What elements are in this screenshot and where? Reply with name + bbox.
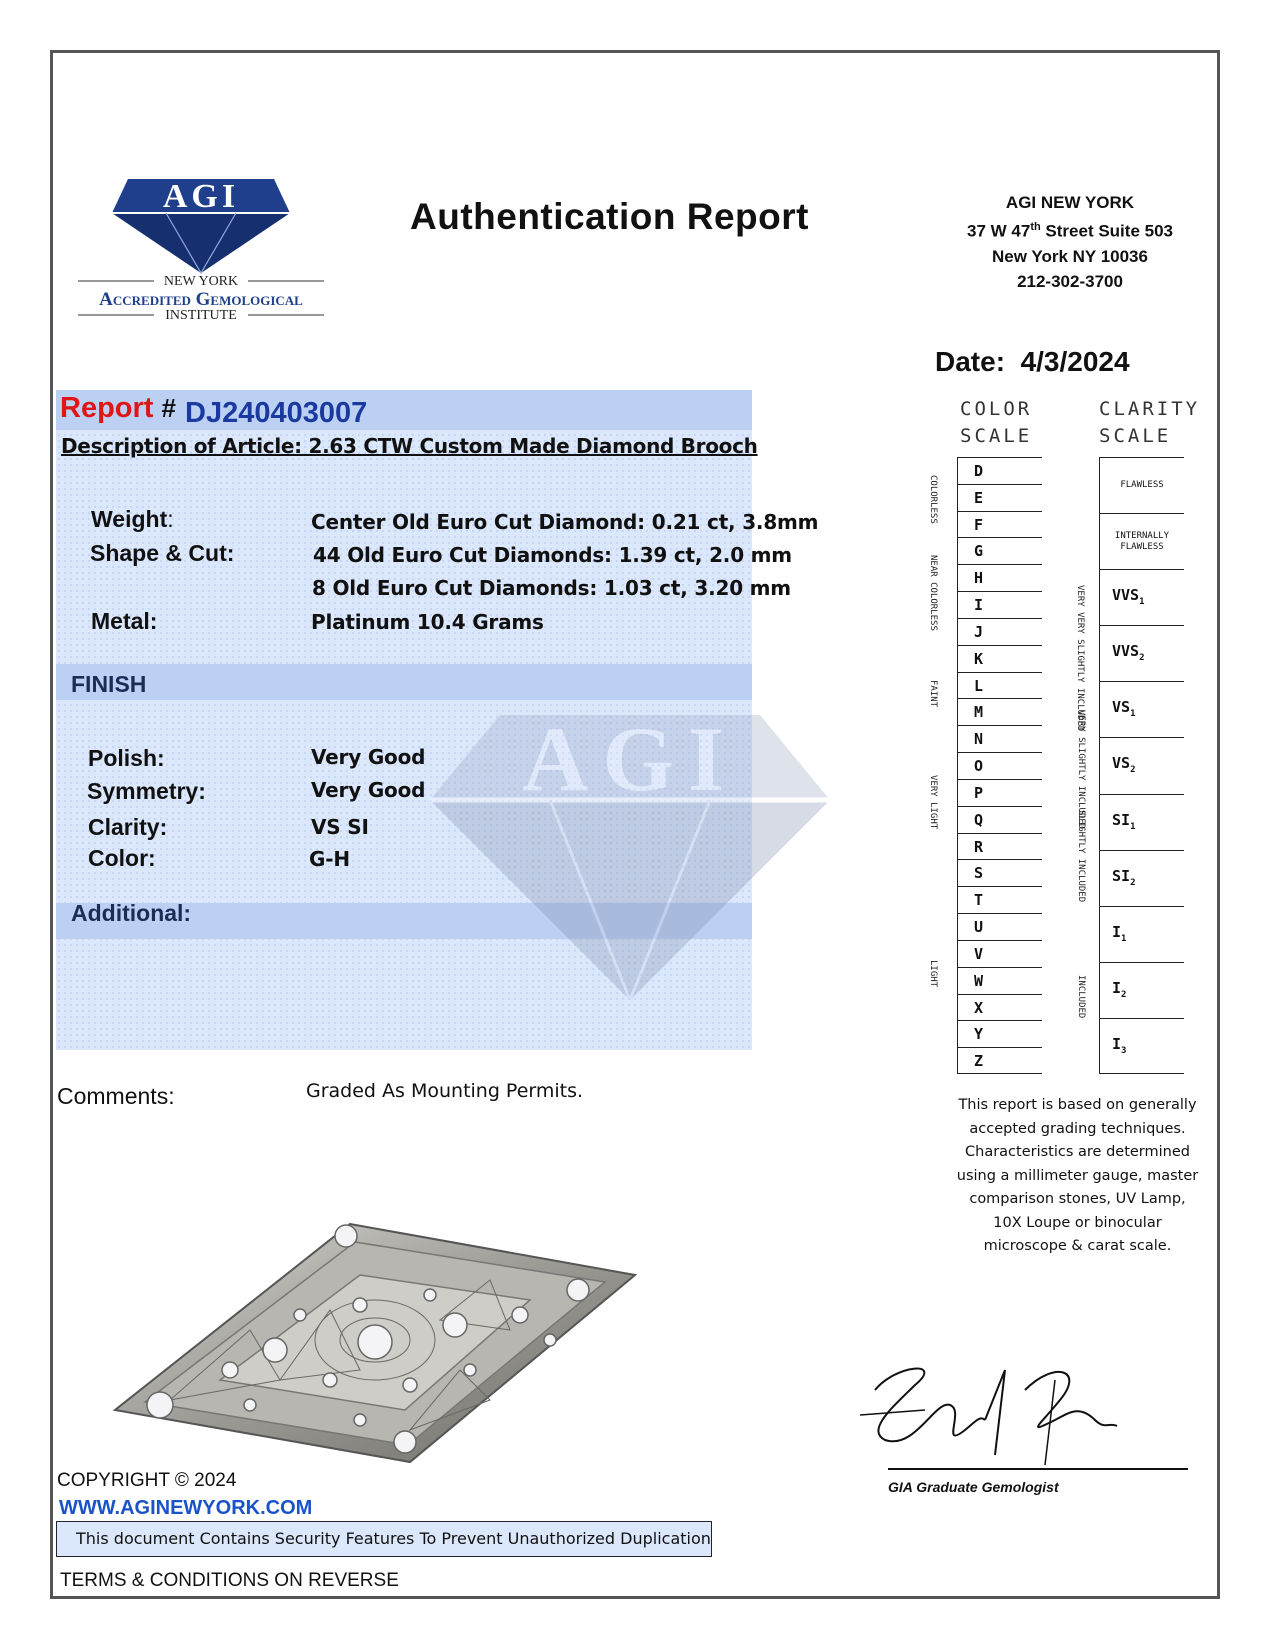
color-grade-d: D — [958, 457, 1042, 484]
clarity-grade: INTERNALLY FLAWLESS — [1100, 513, 1184, 569]
spec-side-stones-8: 8 Old Euro Cut Diamonds: 1.03 ct, 3.20 mm — [312, 576, 791, 600]
symmetry-label: Symmetry: — [87, 778, 206, 804]
article-description: Description of Article: 2.63 CTW Custom Made Diamond Brooch — [61, 434, 758, 458]
clarity-value: VS SI — [311, 815, 369, 839]
clarity-label: Clarity: — [88, 814, 168, 840]
signature-title: GIA Graduate Gemologist — [888, 1479, 1059, 1495]
lab-phone: 212-302-3700 — [1017, 271, 1123, 291]
svg-text:AGI: AGI — [522, 710, 738, 810]
clarity-group-label: VERY SLIGHTLY INCLUDED — [1076, 710, 1086, 830]
additional-heading: Additional: — [71, 900, 192, 926]
clarity-grade: FLAWLESS — [1100, 457, 1184, 513]
symmetry-value: Very Good — [311, 778, 426, 802]
finish-band — [56, 664, 752, 700]
color-group-label: COLORLESS — [928, 475, 938, 524]
clarity-grade: $VVS_2$ — [1100, 625, 1184, 681]
agi-watermark — [430, 710, 830, 1000]
shape-cut-label: Shape & Cut: — [90, 540, 235, 566]
clarity-grade: $VS_1$ — [1100, 681, 1184, 737]
color-grade-s: S — [958, 859, 1042, 886]
polish-value: Very Good — [311, 745, 426, 769]
website-link[interactable]: WWW.AGINEWYORK.COM — [59, 1497, 313, 1519]
color-grade-y: Y — [958, 1020, 1042, 1047]
color-grade-n: N — [958, 725, 1042, 752]
terms-notice: TERMS & CONDITIONS ON REVERSE — [60, 1570, 399, 1591]
color-grade-i: I — [958, 591, 1042, 618]
svg-text:NEW YORK: NEW YORK — [163, 274, 239, 289]
clarity-grade: $SI_1$ — [1100, 794, 1184, 850]
color-grade-h: H — [958, 564, 1042, 591]
clarity-grade: $SI_2$ — [1100, 850, 1184, 906]
color-grade-g: G — [958, 537, 1042, 564]
color-grade-v: V — [958, 940, 1042, 967]
lab-address — [930, 190, 1210, 294]
lab-street: 37 W 47th Street Suite 503 — [967, 221, 1173, 241]
color-grade-x: X — [958, 994, 1042, 1021]
color-scale-heading: COLOR SCALE — [960, 398, 1033, 447]
color-grade-z: Z — [958, 1047, 1042, 1074]
color-grade-o: O — [958, 752, 1042, 779]
report-label: Report # — [60, 392, 176, 424]
spec-side-stones-44: 44 Old Euro Cut Diamonds: 1.39 ct, 2.0 mm — [313, 543, 792, 567]
clarity-grade: $VVS_1$ — [1100, 569, 1184, 625]
clarity-grade: $VS_2$ — [1100, 737, 1184, 793]
copyright: COPYRIGHT © 2024 — [57, 1470, 237, 1491]
metal-label: Metal: — [91, 608, 158, 634]
color-grade-j: J — [958, 618, 1042, 645]
report-number: DJ240403007 — [185, 397, 368, 429]
color-grade-w: W — [958, 967, 1042, 994]
clarity-scale-heading: CLARITY SCALE — [1099, 398, 1201, 447]
color-grade-q: Q — [958, 806, 1042, 833]
svg-text:INSTITUTE: INSTITUTE — [165, 308, 237, 323]
clarity-group-label: INCLUDED — [1076, 975, 1086, 1019]
color-grade-f: F — [958, 511, 1042, 538]
clarity-group-label: SLIGHTLY INCLUDED — [1076, 810, 1086, 903]
comments-label: Comments: — [57, 1083, 175, 1109]
grading-disclaimer: This report is based on generally accepted grading techniques. Characteristics are determined using a millimeter gauge, master comparison stones, UV Lamp, 10X Loupe or binocular microscope & carat scale. — [956, 1097, 1199, 1254]
page-title: Authentication Report — [410, 196, 809, 237]
color-grade-m: M — [958, 698, 1042, 725]
color-group-label: LIGHT — [928, 960, 938, 988]
color-group-label: NEAR COLORLESS — [928, 555, 938, 631]
color-grade-r: R — [958, 833, 1042, 860]
agi-logo — [76, 175, 326, 335]
lab-name: AGI NEW YORK — [1005, 193, 1135, 212]
color-grade-e: E — [958, 484, 1042, 511]
color-group-label: FAINT — [928, 680, 938, 708]
finish-heading: FINISH — [71, 671, 147, 697]
metal-value: Platinum 10.4 Grams — [311, 610, 544, 634]
weight-label: Weight: — [91, 506, 174, 532]
svg-text:AGI: AGI — [162, 178, 240, 215]
color-scale — [957, 457, 1043, 1074]
color-grade-u: U — [958, 913, 1042, 940]
color-group-label: VERY LIGHT — [928, 775, 938, 830]
color-label: Color: — [88, 845, 156, 871]
clarity-group-label: VERY VERY SLIGHTLY INCLUDED — [1075, 585, 1085, 732]
color-grade-k: K — [958, 645, 1042, 672]
clarity-grade: $I_2$ — [1100, 962, 1184, 1018]
color-value: G-H — [309, 847, 350, 871]
comments-value: Graded As Mounting Permits. — [306, 1080, 584, 1102]
spec-center-stone: Center Old Euro Cut Diamond: 0.21 ct, 3.8mm — [311, 510, 819, 534]
security-notice: This document Contains Security Features To Prevent Unauthorized Duplication — [56, 1521, 712, 1557]
brooch-photo — [110, 1220, 640, 1465]
clarity-grade: $I_3$ — [1100, 1018, 1184, 1074]
report-date: Date: 4/3/2024 — [935, 346, 1130, 377]
signature-line — [888, 1468, 1188, 1470]
clarity-grade: $I_1$ — [1100, 906, 1184, 962]
color-grade-t: T — [958, 886, 1042, 913]
color-grade-p: P — [958, 779, 1042, 806]
clarity-scale — [1099, 457, 1185, 1074]
color-grade-l: L — [958, 672, 1042, 699]
lab-city: New York NY 10036 — [992, 246, 1148, 266]
polish-label: Polish: — [88, 745, 165, 771]
gemologist-signature — [855, 1360, 1155, 1470]
svg-text:Accredited Gemological: Accredited Gemological — [99, 289, 303, 310]
